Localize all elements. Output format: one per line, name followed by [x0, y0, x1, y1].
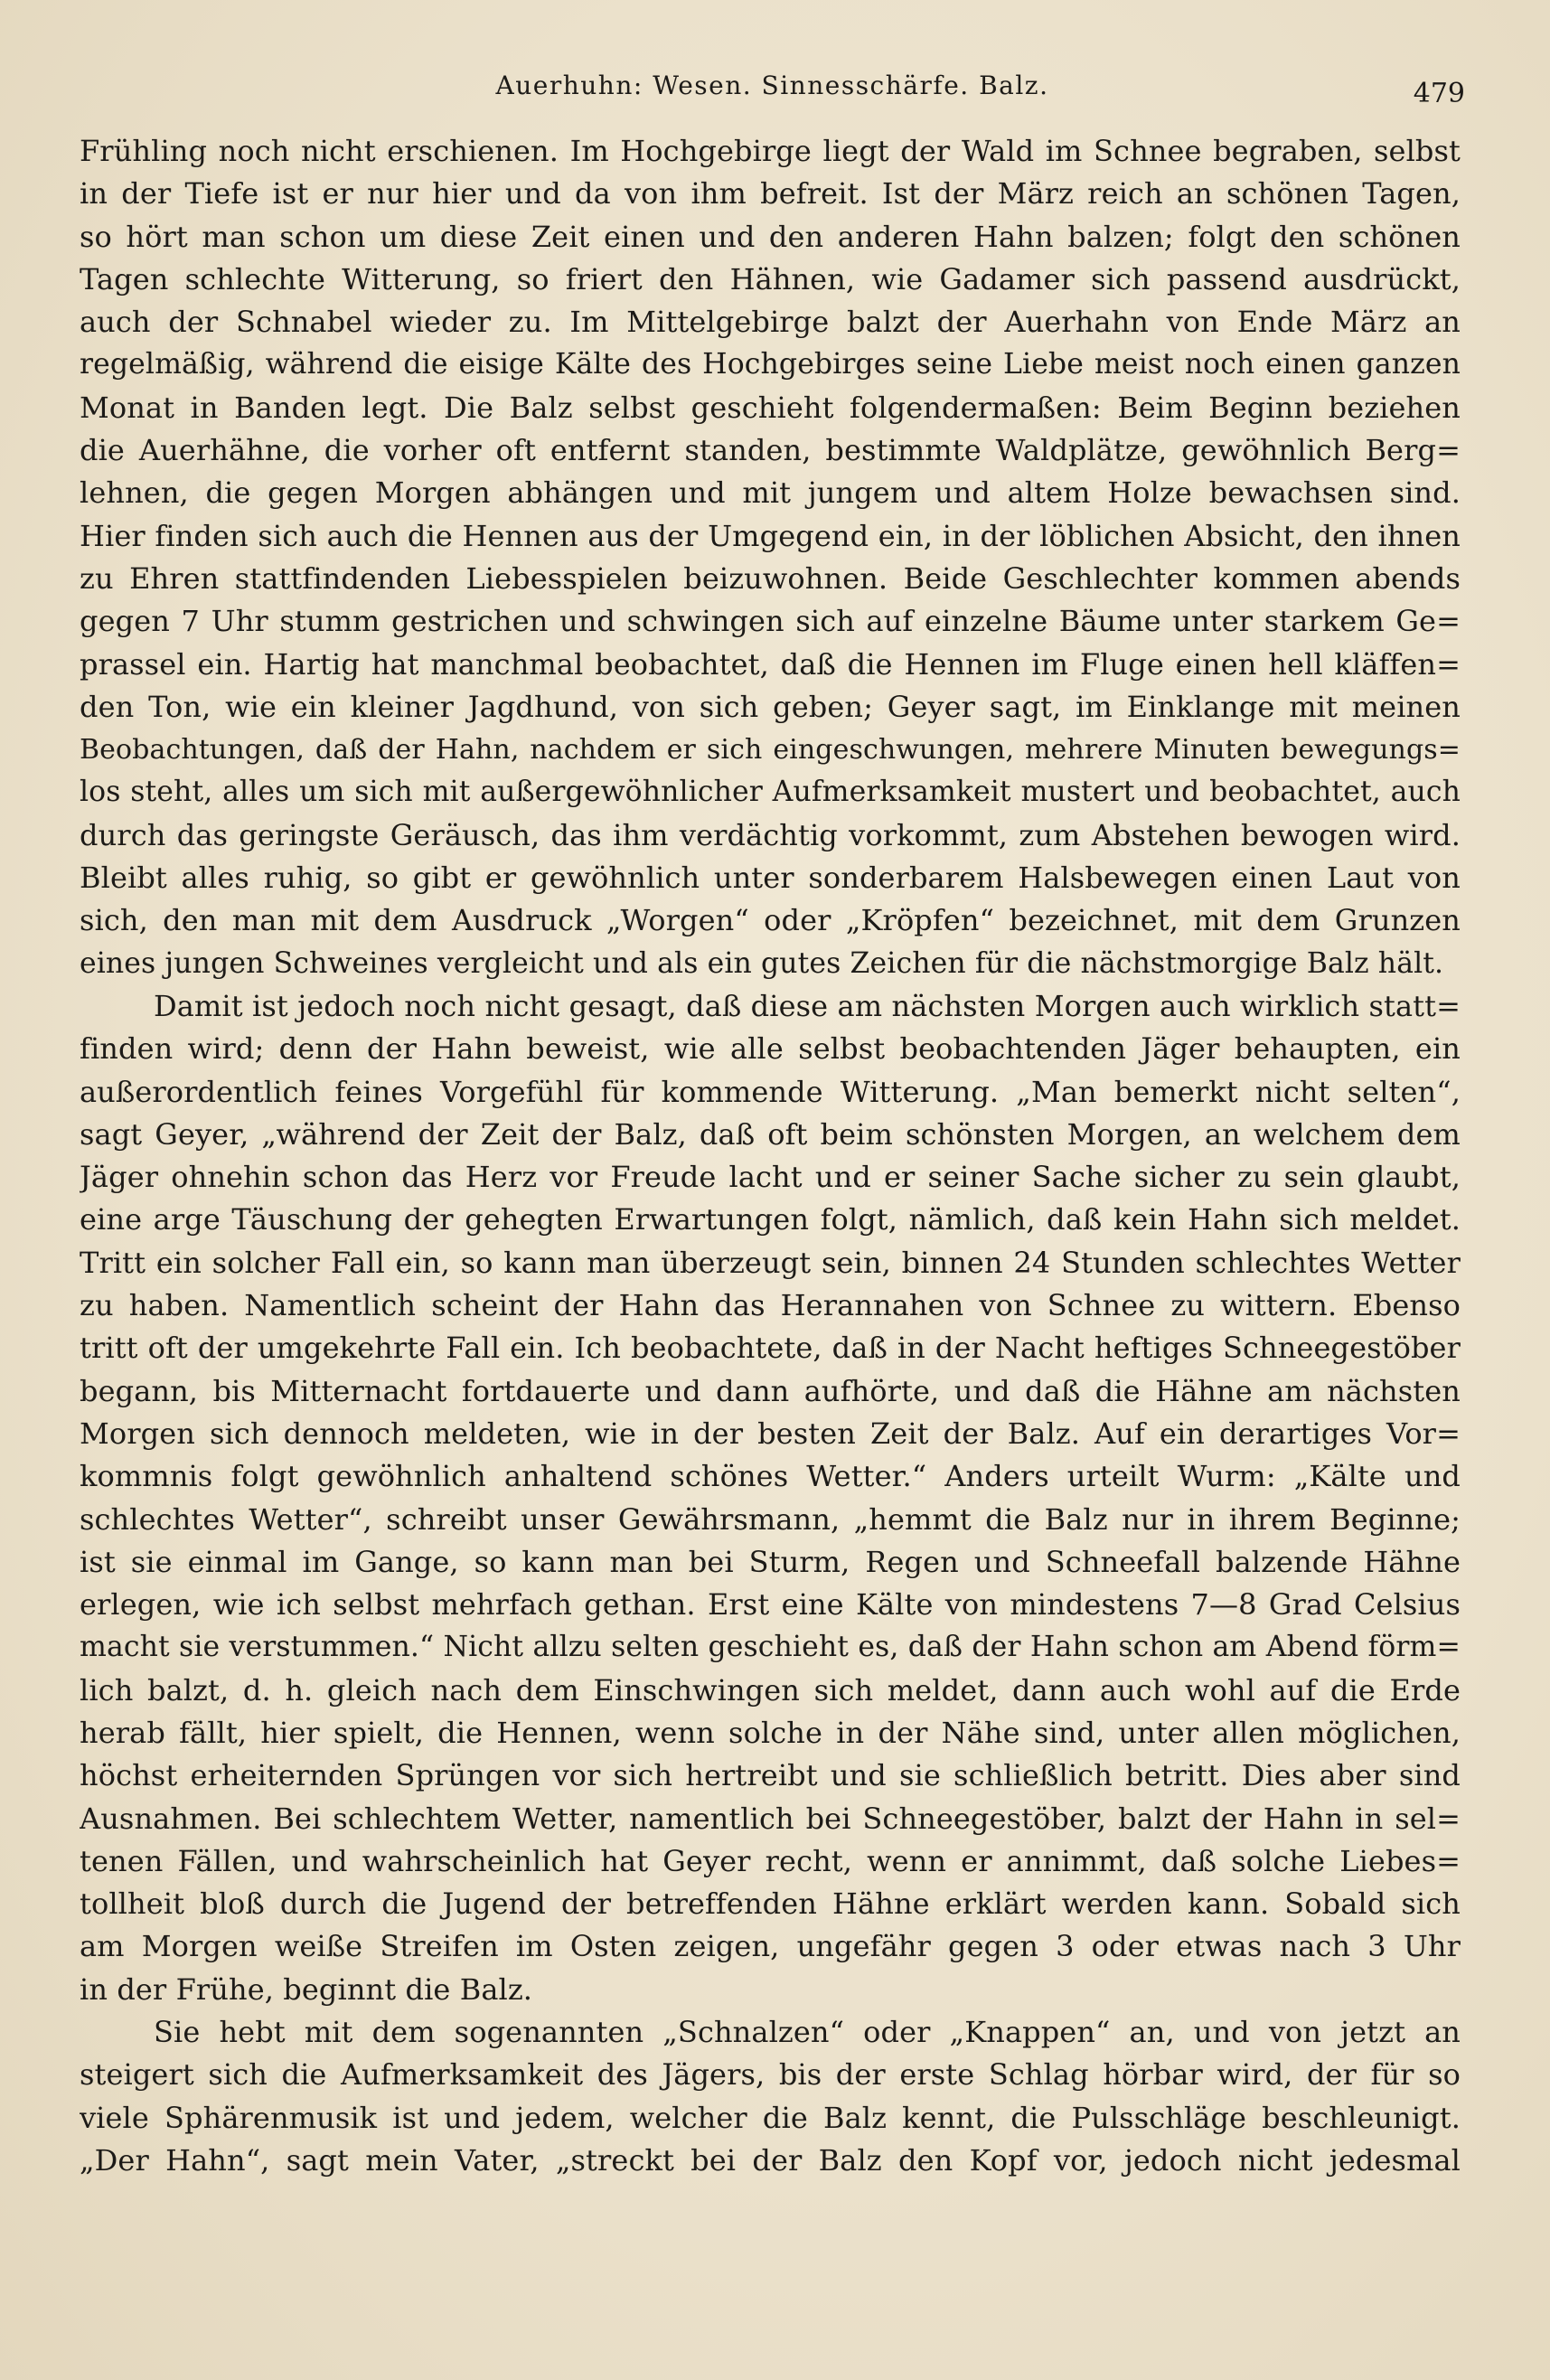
- text-line: schlechtes Wetter“, schreibt unser Gewährsmann, „hemmt die Balz nur in ihrem Beginne;: [80, 1501, 1461, 1537]
- text-line: durch das geringste Geräusch, das ihm verdächtig vorkommt, zum Abstehen bewogen wird.: [80, 817, 1461, 852]
- text-line: lehnen, die gegen Morgen abhängen und mit jungem und altem Holze bewachsen sind.: [80, 475, 1461, 511]
- paragraph-1: [80, 130, 1461, 985]
- text-line: in der Tiefe ist er nur hier und da von ihm befreit. Ist der März reich an schönen Tagen,: [80, 176, 1461, 212]
- text-line: Bleibt alles ruhig, so gibt er gewöhnlich unter sonderbarem Halsbewegen einen Laut von: [80, 861, 1461, 896]
- text-line: Ausnahmen. Bei schlechtem Wetter, namentlich bei Schneegestöber, balzt der Hahn in sel=: [80, 1801, 1461, 1836]
- running-title: Auerhuhn: Wesen. Sinnesschärfe. Balz.: [495, 71, 1049, 100]
- text-line: sagt Geyer, „während der Zeit der Balz, daß oft beim schönsten Morgen, an welchem dem: [80, 1116, 1461, 1152]
- text-line: Jäger ohnehin schon das Herz vor Freude lacht und er seiner Sache sicher zu sein glaubt,: [80, 1160, 1461, 1195]
- text-line: Morgen sich dennoch meldeten, wie in der besten Zeit der Balz. Auf ein derartiges Vor=: [80, 1416, 1461, 1451]
- text-line: macht sie verstummen.“ Nicht allzu selten geschieht es, daß der Hahn schon am Abend förm=: [80, 1631, 1461, 1664]
- paragraph-3: [80, 2011, 1461, 2182]
- text-line: Frühling noch nicht erschienen. Im Hochgebirge liegt der Wald im Schnee begraben, selbst: [80, 134, 1461, 168]
- text-line: zu haben. Namentlich scheint der Hahn das Herannahen von Schnee zu wittern. Ebenso: [80, 1288, 1461, 1323]
- body-text: [80, 130, 1461, 2182]
- text-line: erlegen, wie ich selbst mehrfach gethan. Erst eine Kälte von mindestens 7—8 Grad Celsius: [80, 1587, 1461, 1623]
- text-line: tenen Fällen, und wahrscheinlich hat Geyer recht, wenn er annimmt, daß solche Liebes=: [80, 1843, 1461, 1878]
- text-line: prassel ein. Hartig hat manchmal beobachtet, daß die Hennen im Fluge einen hell kläffen=: [80, 646, 1461, 682]
- text-line: viele Sphärenmusik ist und jedem, welcher die Balz kennt, die Pulsschläge beschleunigt.: [80, 2100, 1461, 2135]
- text-line: Monat in Banden legt. Die Balz selbst geschieht folgendermaßen: Beim Beginn beziehen: [80, 390, 1461, 425]
- text-line: Hier finden sich auch die Hennen aus der Umgegend ein, in der löblichen Absicht, den ihnen: [80, 518, 1461, 553]
- text-line: auch der Schnabel wieder zu. Im Mittelgebirge balzt der Auerhahn von Ende März an: [80, 305, 1461, 340]
- text-line: höchst erheiternden Sprüngen vor sich hertreibt und sie schließlich betritt. Dies aber sind: [80, 1758, 1461, 1793]
- text-line: regelmäßig, während die eisige Kälte des Hochgebirges seine Liebe meist noch einen ganzen: [80, 348, 1461, 381]
- text-line: ist sie einmal im Gange, so kann man bei Sturm, Regen und Schneefall balzende Hähne: [80, 1544, 1461, 1579]
- text-line: tollheit bloß durch die Jugend der betreffenden Hähne erklärt werden kann. Sobald sich: [80, 1886, 1461, 1922]
- text-line: steigert sich die Aufmerksamkeit des Jägers, bis der erste Schlag hörbar wird, der für so: [80, 2057, 1461, 2093]
- text-line: lich balzt, d. h. gleich nach dem Einschwingen sich meldet, dann auch wohl auf die Erde: [80, 1672, 1461, 1707]
- text-line: „Der Hahn“, sagt mein Vater, „streckt bei der Balz den Kopf vor, jedoch nicht jedesmal: [80, 2142, 1461, 2178]
- text-line: Damit ist jedoch noch nicht gesagt, daß diese am nächsten Morgen auch wirklich statt=: [154, 988, 1461, 1023]
- text-line: tritt oft der umgekehrte Fall ein. Ich beobachtete, daß in der Nacht heftiges Schneegestöber: [80, 1331, 1461, 1366]
- text-line: gegen 7 Uhr stumm gestrichen und schwingen sich auf einzelne Bäume unter starkem Ge=: [80, 604, 1461, 639]
- text-line: Tagen schlechte Witterung, so friert den Hähnen, wie Gadamer sich passend ausdrückt,: [80, 261, 1461, 296]
- text-line: eine arge Täuschung der gehegten Erwartungen folgt, nämlich, daß kein Hahn sich meldet.: [80, 1202, 1461, 1237]
- text-line: los steht, alles um sich mit außergewöhnlicher Aufmerksamkeit mustert und beobachtet, auch: [80, 776, 1461, 809]
- text-line: Sie hebt mit dem sogenannten „Schnalzen“ oder „Knappen“ an, und von jetzt an: [154, 2015, 1461, 2050]
- paragraph-2: [80, 985, 1461, 2011]
- text-line: Tritt ein solcher Fall ein, so kann man überzeugt sein, binnen 24 Stunden schlechtes Wetter: [80, 1245, 1461, 1280]
- page-number: 479: [1413, 78, 1465, 109]
- text-line: außerordentlich feines Vorgefühl für kommende Witterung. „Man bemerkt nicht selten“,: [80, 1074, 1461, 1109]
- text-line: am Morgen weiße Streifen im Osten zeigen, ungefähr gegen 3 oder etwas nach 3 Uhr: [80, 1929, 1461, 1964]
- page-header: [80, 67, 1465, 114]
- text-line: zu Ehren stattfindenden Liebesspielen beizuwohnen. Beide Geschlechter kommen abends: [80, 560, 1461, 596]
- text-line: begann, bis Mitternacht fortdauerte und dann aufhörte, und daß die Hähne am nächsten: [80, 1373, 1461, 1408]
- text-line: so hört man schon um diese Zeit einen und den anderen Hahn balzen; folgt den schönen: [80, 219, 1461, 254]
- text-line: herab fällt, hier spielt, die Hennen, wenn solche in der Nähe sind, unter allen möglichen,: [80, 1715, 1461, 1750]
- text-line: sich, den man mit dem Ausdruck „Worgen“ oder „Kröpfen“ bezeichnet, mit dem Grunzen: [80, 903, 1461, 938]
- text-line: finden wird; denn der Hahn beweist, wie alle selbst beobachtenden Jäger behaupten, ein: [80, 1031, 1461, 1067]
- text-line: die Auerhähne, die vorher oft entfernt standen, bestimmte Waldplätze, gewöhnlich Berg=: [80, 433, 1461, 468]
- text-line: in der Frühe, beginnt die Balz.: [80, 1971, 533, 2007]
- text-line: Beobachtungen, daß der Hahn, nachdem er sich eingeschwungen, mehrere Minuten bewegungs=: [80, 734, 1461, 767]
- text-line: eines jungen Schweines vergleicht und als ein gutes Zeichen für die nächstmorgige Balz hält.: [80, 946, 1444, 980]
- text-line: kommnis folgt gewöhnlich anhaltend schönes Wetter.“ Anders urteilt Wurm: „Kälte und: [80, 1459, 1461, 1494]
- text-line: den Ton, wie ein kleiner Jagdhund, von sich geben; Geyer sagt, im Einklange mit meinen: [80, 689, 1461, 724]
